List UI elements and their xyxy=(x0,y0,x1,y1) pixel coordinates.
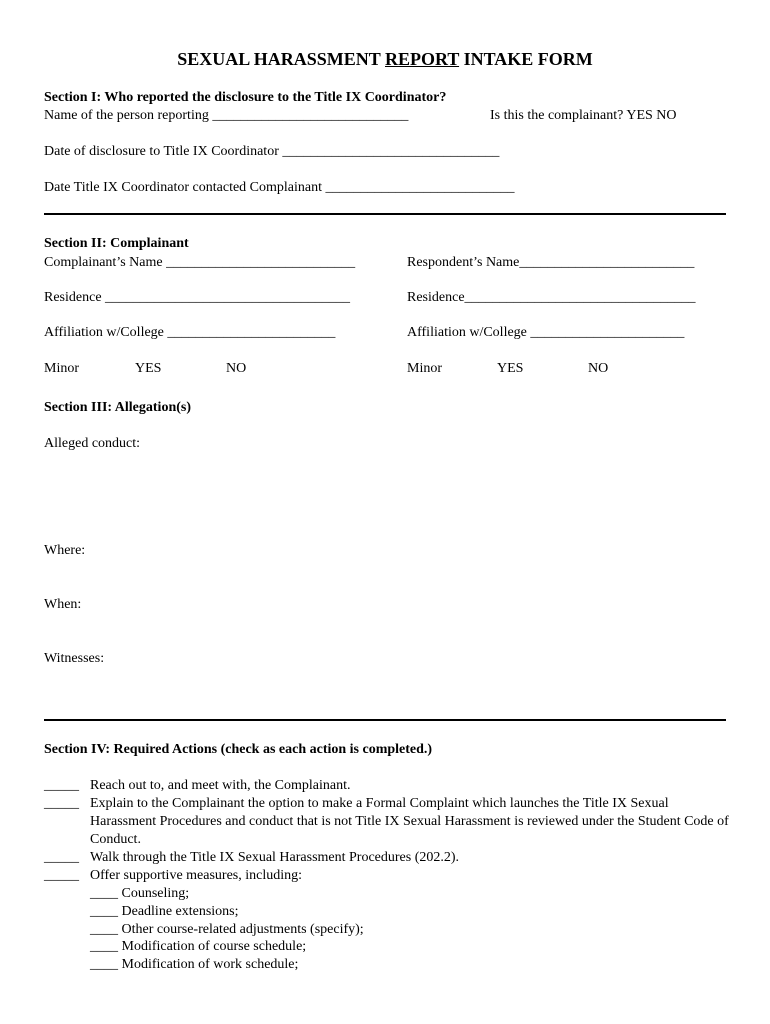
date-coordinator-contacted-field[interactable]: Date Title IX Coordinator contacted Complainant ___________________________ xyxy=(44,180,515,195)
form-title xyxy=(0,48,770,70)
complainant-residence-field[interactable]: Residence ___________________________________ xyxy=(44,290,351,305)
action-text: Reach out to, and meet with, the Complainant. xyxy=(90,778,351,793)
action-item-offer-supportive-measures[interactable] xyxy=(44,867,734,885)
respondent-minor-yes[interactable]: YES xyxy=(497,361,524,376)
complainant-name-field[interactable]: Complainant’s Name ___________________________ xyxy=(44,255,356,270)
action-item-explain-formal-complaint[interactable] xyxy=(44,795,734,849)
action-text: Explain to the Complainant the option to make a Formal Complaint which launches the Title IX Sexual Harassment Procedures and conduct that is not Title IX Sexual Harassment is reviewed under the Student Code of Conduct. xyxy=(90,796,729,847)
alleged-conduct-label: Alleged conduct: xyxy=(44,436,141,451)
title-part-3: INTAKE FORM xyxy=(459,49,593,69)
respondent-minor-label: Minor xyxy=(407,361,442,376)
respondent-minor-no[interactable]: NO xyxy=(588,361,609,376)
action-check-blank[interactable]: _____ xyxy=(44,868,79,883)
when-label: When: xyxy=(44,597,82,612)
section-2-heading: Section II: Complainant xyxy=(44,236,189,251)
complainant-affiliation-field[interactable]: Affiliation w/College ________________________ xyxy=(44,325,336,340)
complainant-minor-label: Minor xyxy=(44,361,79,376)
title-part-1: SEXUAL HARASSMENT xyxy=(177,49,385,69)
witnesses-label: Witnesses: xyxy=(44,651,105,666)
section-4-heading: Section IV: Required Actions (check as each action is completed.) xyxy=(44,742,433,757)
action-check-blank[interactable]: _____ xyxy=(44,796,79,811)
supportive-measure-course-adjustments[interactable]: ____ Other course-related adjustments (specify); xyxy=(90,922,364,937)
where-label: Where: xyxy=(44,543,86,558)
action-check-blank[interactable]: _____ xyxy=(44,850,79,865)
action-text: Offer supportive measures, including: xyxy=(90,868,303,883)
is-complainant-field[interactable]: Is this the complainant? YES NO xyxy=(490,108,677,123)
complainant-minor-yes[interactable]: YES xyxy=(135,361,162,376)
section-divider-2 xyxy=(44,719,726,721)
supportive-measure-counseling[interactable]: ____ Counseling; xyxy=(90,886,190,901)
section-3-heading: Section III: Allegation(s) xyxy=(44,400,191,415)
title-part-report: REPORT xyxy=(385,49,460,69)
respondent-name-field[interactable]: Respondent’s Name_________________________ xyxy=(407,255,695,270)
supportive-measure-course-schedule[interactable]: ____ Modification of course schedule; xyxy=(90,939,307,954)
date-of-disclosure-field[interactable]: Date of disclosure to Title IX Coordinator _______________________________ xyxy=(44,144,500,159)
name-of-person-reporting-field[interactable]: Name of the person reporting ____________________________ xyxy=(44,108,409,123)
respondent-affiliation-field[interactable]: Affiliation w/College ______________________ xyxy=(407,325,685,340)
action-item-walk-through-procedures[interactable] xyxy=(44,849,734,867)
complainant-minor-no[interactable]: NO xyxy=(226,361,247,376)
section-1-heading: Section I: Who reported the disclosure to the Title IX Coordinator? xyxy=(44,90,447,105)
supportive-measure-deadline-extensions[interactable]: ____ Deadline extensions; xyxy=(90,904,239,919)
action-text: Walk through the Title IX Sexual Harassment Procedures (202.2). xyxy=(90,850,460,865)
respondent-residence-field[interactable]: Residence_________________________________ xyxy=(407,290,696,305)
action-item-meet-complainant[interactable] xyxy=(44,777,734,795)
action-check-blank[interactable]: _____ xyxy=(44,778,79,793)
supportive-measure-work-schedule[interactable]: ____ Modification of work schedule; xyxy=(90,957,299,972)
section-divider-1 xyxy=(44,213,726,215)
